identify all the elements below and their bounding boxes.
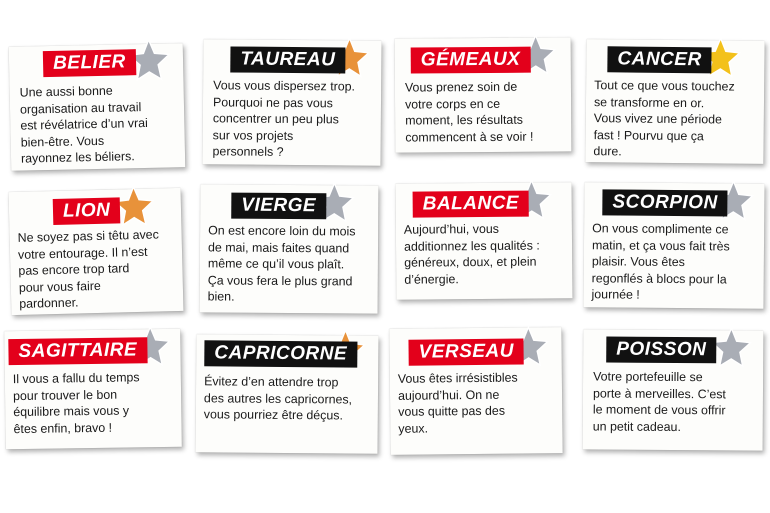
sign-name: BELIER	[43, 49, 136, 77]
sign-text: Ne soyez pas si têtu avec votre entourage. Il n’est pas encore trop tard pour vous faire pardonner.	[17, 227, 159, 311]
horoscope-card	[389, 327, 562, 455]
horoscope-card	[583, 182, 764, 309]
sign-text: Vous vous dispersez trop. Pourquoi ne pas vous concentrer un peu plus sur vos projets personnels ?	[212, 78, 356, 159]
sign-text: On vous complimente ce matin, et ça vous fait très plaisir. Vous êtes regonflés à blocs pour la journée !	[591, 221, 730, 302]
sign-name: CANCER	[607, 46, 712, 73]
sign-text: Tout ce que vous touchez se transforme en or. Vous vivez une période fast ! Pourvu que ça dure.	[593, 78, 735, 159]
horoscope-card	[395, 182, 572, 300]
sign-text: Une aussi bonne organisation au travail est révélatrice d’un vrai bien-être. Vous rayonnez les béliers.	[19, 83, 148, 166]
sign-name: CAPRICORNE	[204, 340, 357, 367]
sign-text: Aujourd’hui, vous additionnez les qualités : généreux, doux, et plein d’énergie.	[403, 221, 540, 287]
horoscope-card	[200, 184, 379, 313]
sign-text: Votre portefeuille se porte à merveilles. C’est le moment de vous offrir un petit cadeau.	[592, 369, 726, 434]
horoscope-card	[395, 37, 572, 152]
star-icon	[710, 326, 752, 368]
sign-name: SCORPION	[602, 189, 728, 216]
horoscope-card	[9, 43, 186, 171]
sign-name: VERSEAU	[408, 338, 524, 365]
sign-text: On est encore loin du mois de mai, mais faites quand même ce qu’il vous plaît. Ça vous fera le plus grand bien.	[207, 223, 356, 304]
horoscope-card	[585, 39, 764, 164]
horoscope-card	[4, 329, 182, 449]
horoscope-card	[195, 334, 378, 454]
sign-text: Vous êtes irrésistibles aujourd’hui. On ne vous quitte pas des yeux.	[397, 370, 518, 436]
sign-name: SAGITTAIRE	[8, 337, 147, 365]
sign-name: BALANCE	[413, 191, 530, 218]
sign-name: TAUREAU	[230, 46, 345, 73]
sign-name: GÉMEAUX	[411, 47, 531, 74]
horoscope-card	[9, 188, 184, 315]
horoscope-card	[202, 39, 381, 166]
horoscope-card	[583, 329, 764, 450]
sign-name: POISSON	[606, 337, 716, 364]
sign-text: Il vous a fallu du temps pour trouver le bon équilibre mais vous y êtes enfin, bravo !	[12, 370, 140, 436]
sign-text: Évitez d’en attendre trop des autres les capricornes, vous pourriez être déçus.	[203, 374, 353, 423]
sign-text: Vous prenez soin de votre corps en ce moment, les résultats commencent à se voir !	[404, 79, 534, 145]
sign-name: VIERGE	[231, 193, 326, 220]
sign-name: LION	[53, 197, 121, 225]
